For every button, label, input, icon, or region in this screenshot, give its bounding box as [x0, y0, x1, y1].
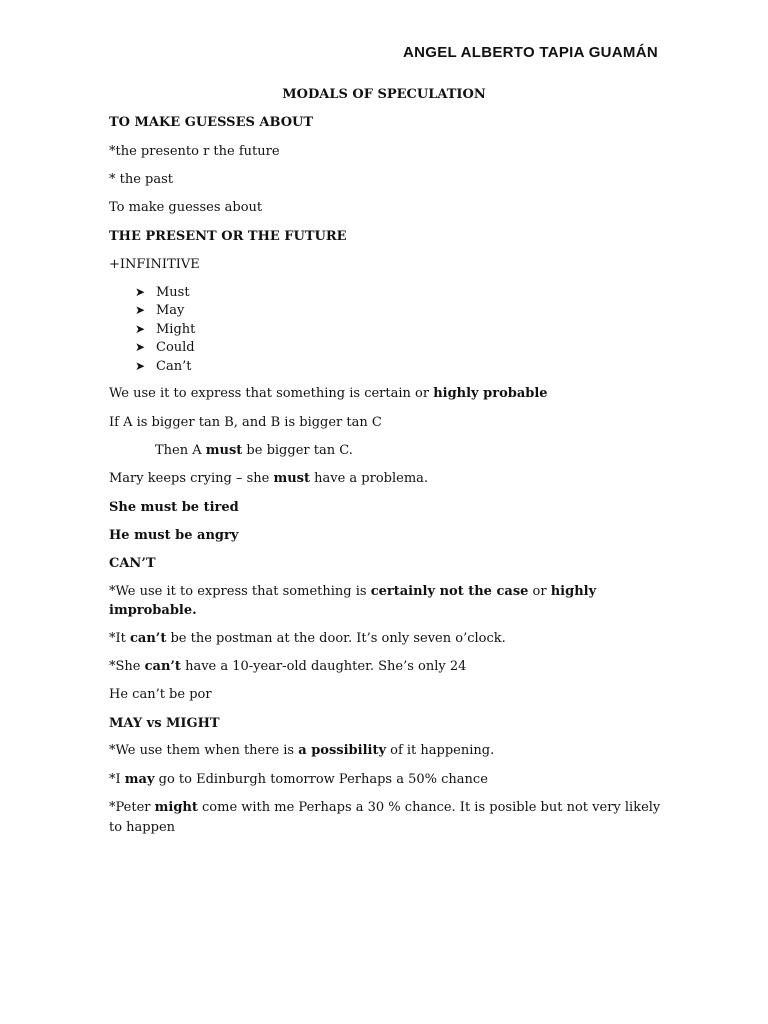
- may-example: *I may go to Edinburgh tomorrow Perhaps a 50% chance: [109, 772, 488, 787]
- arrowhead-bullet-icon: ➤: [135, 303, 146, 317]
- arrowhead-bullet-icon: ➤: [135, 340, 146, 354]
- author-name: ANGEL ALBERTO TAPIA GUAMÁN: [402, 44, 658, 61]
- section-heading-may-might: MAY vs MIGHT: [109, 716, 220, 731]
- cant-usage-line2: improbable.: [109, 603, 197, 618]
- might-example: *Peter might come with me Perhaps a 30 % chance. It is posible but not very likely: [109, 800, 661, 815]
- modal-list-item: ➤ Must: [135, 285, 190, 300]
- cant-usage: *We use it to express that something is certainly not the case or highly: [109, 584, 597, 599]
- document-title: MODALS OF SPECULATION: [282, 87, 486, 102]
- arrowhead-bullet-icon: ➤: [135, 322, 146, 336]
- modal-list-item: ➤ Might: [135, 322, 196, 337]
- must-example-2: Then A must be bigger tan C.: [155, 443, 353, 458]
- modal-list-item: ➤ Could: [135, 340, 195, 355]
- arrowhead-bullet-icon: ➤: [135, 285, 146, 299]
- must-example-tired: She must be tired: [109, 500, 239, 515]
- must-usage: We use it to express that something is certain or highly probable: [109, 386, 548, 401]
- cant-example-1: *It can’t be the postman at the door. It’s only seven o’clock.: [109, 631, 506, 646]
- intro-item-present: *the presento r the future: [109, 144, 280, 159]
- section-heading-guesses: TO MAKE GUESSES ABOUT: [109, 115, 314, 130]
- modal-list-item: ➤ May: [135, 303, 185, 318]
- must-example-3: Mary keeps crying – she must have a problema.: [109, 471, 429, 486]
- modal-list-item: ➤ Can’t: [135, 359, 192, 374]
- arrowhead-bullet-icon: ➤: [135, 359, 146, 373]
- infinitive-label: +INFINITIVE: [109, 257, 200, 272]
- cant-example-2: *She can’t have a 10-year-old daughter. She’s only 24: [109, 659, 467, 674]
- intro-item-past: * the past: [109, 172, 174, 187]
- might-example-line2: to happen: [109, 820, 176, 835]
- cant-example-3: He can’t be por: [109, 687, 212, 702]
- section-heading-present-future: THE PRESENT OR THE FUTURE: [109, 229, 347, 244]
- may-might-usage: *We use them when there is a possibility of it happening.: [109, 743, 495, 758]
- must-example-angry: He must be angry: [109, 528, 239, 543]
- intro-item-guesses: To make guesses about: [109, 200, 263, 215]
- must-example-1: If A is bigger tan B, and B is bigger tan C: [109, 415, 382, 430]
- section-heading-cant: CAN’T: [109, 556, 156, 571]
